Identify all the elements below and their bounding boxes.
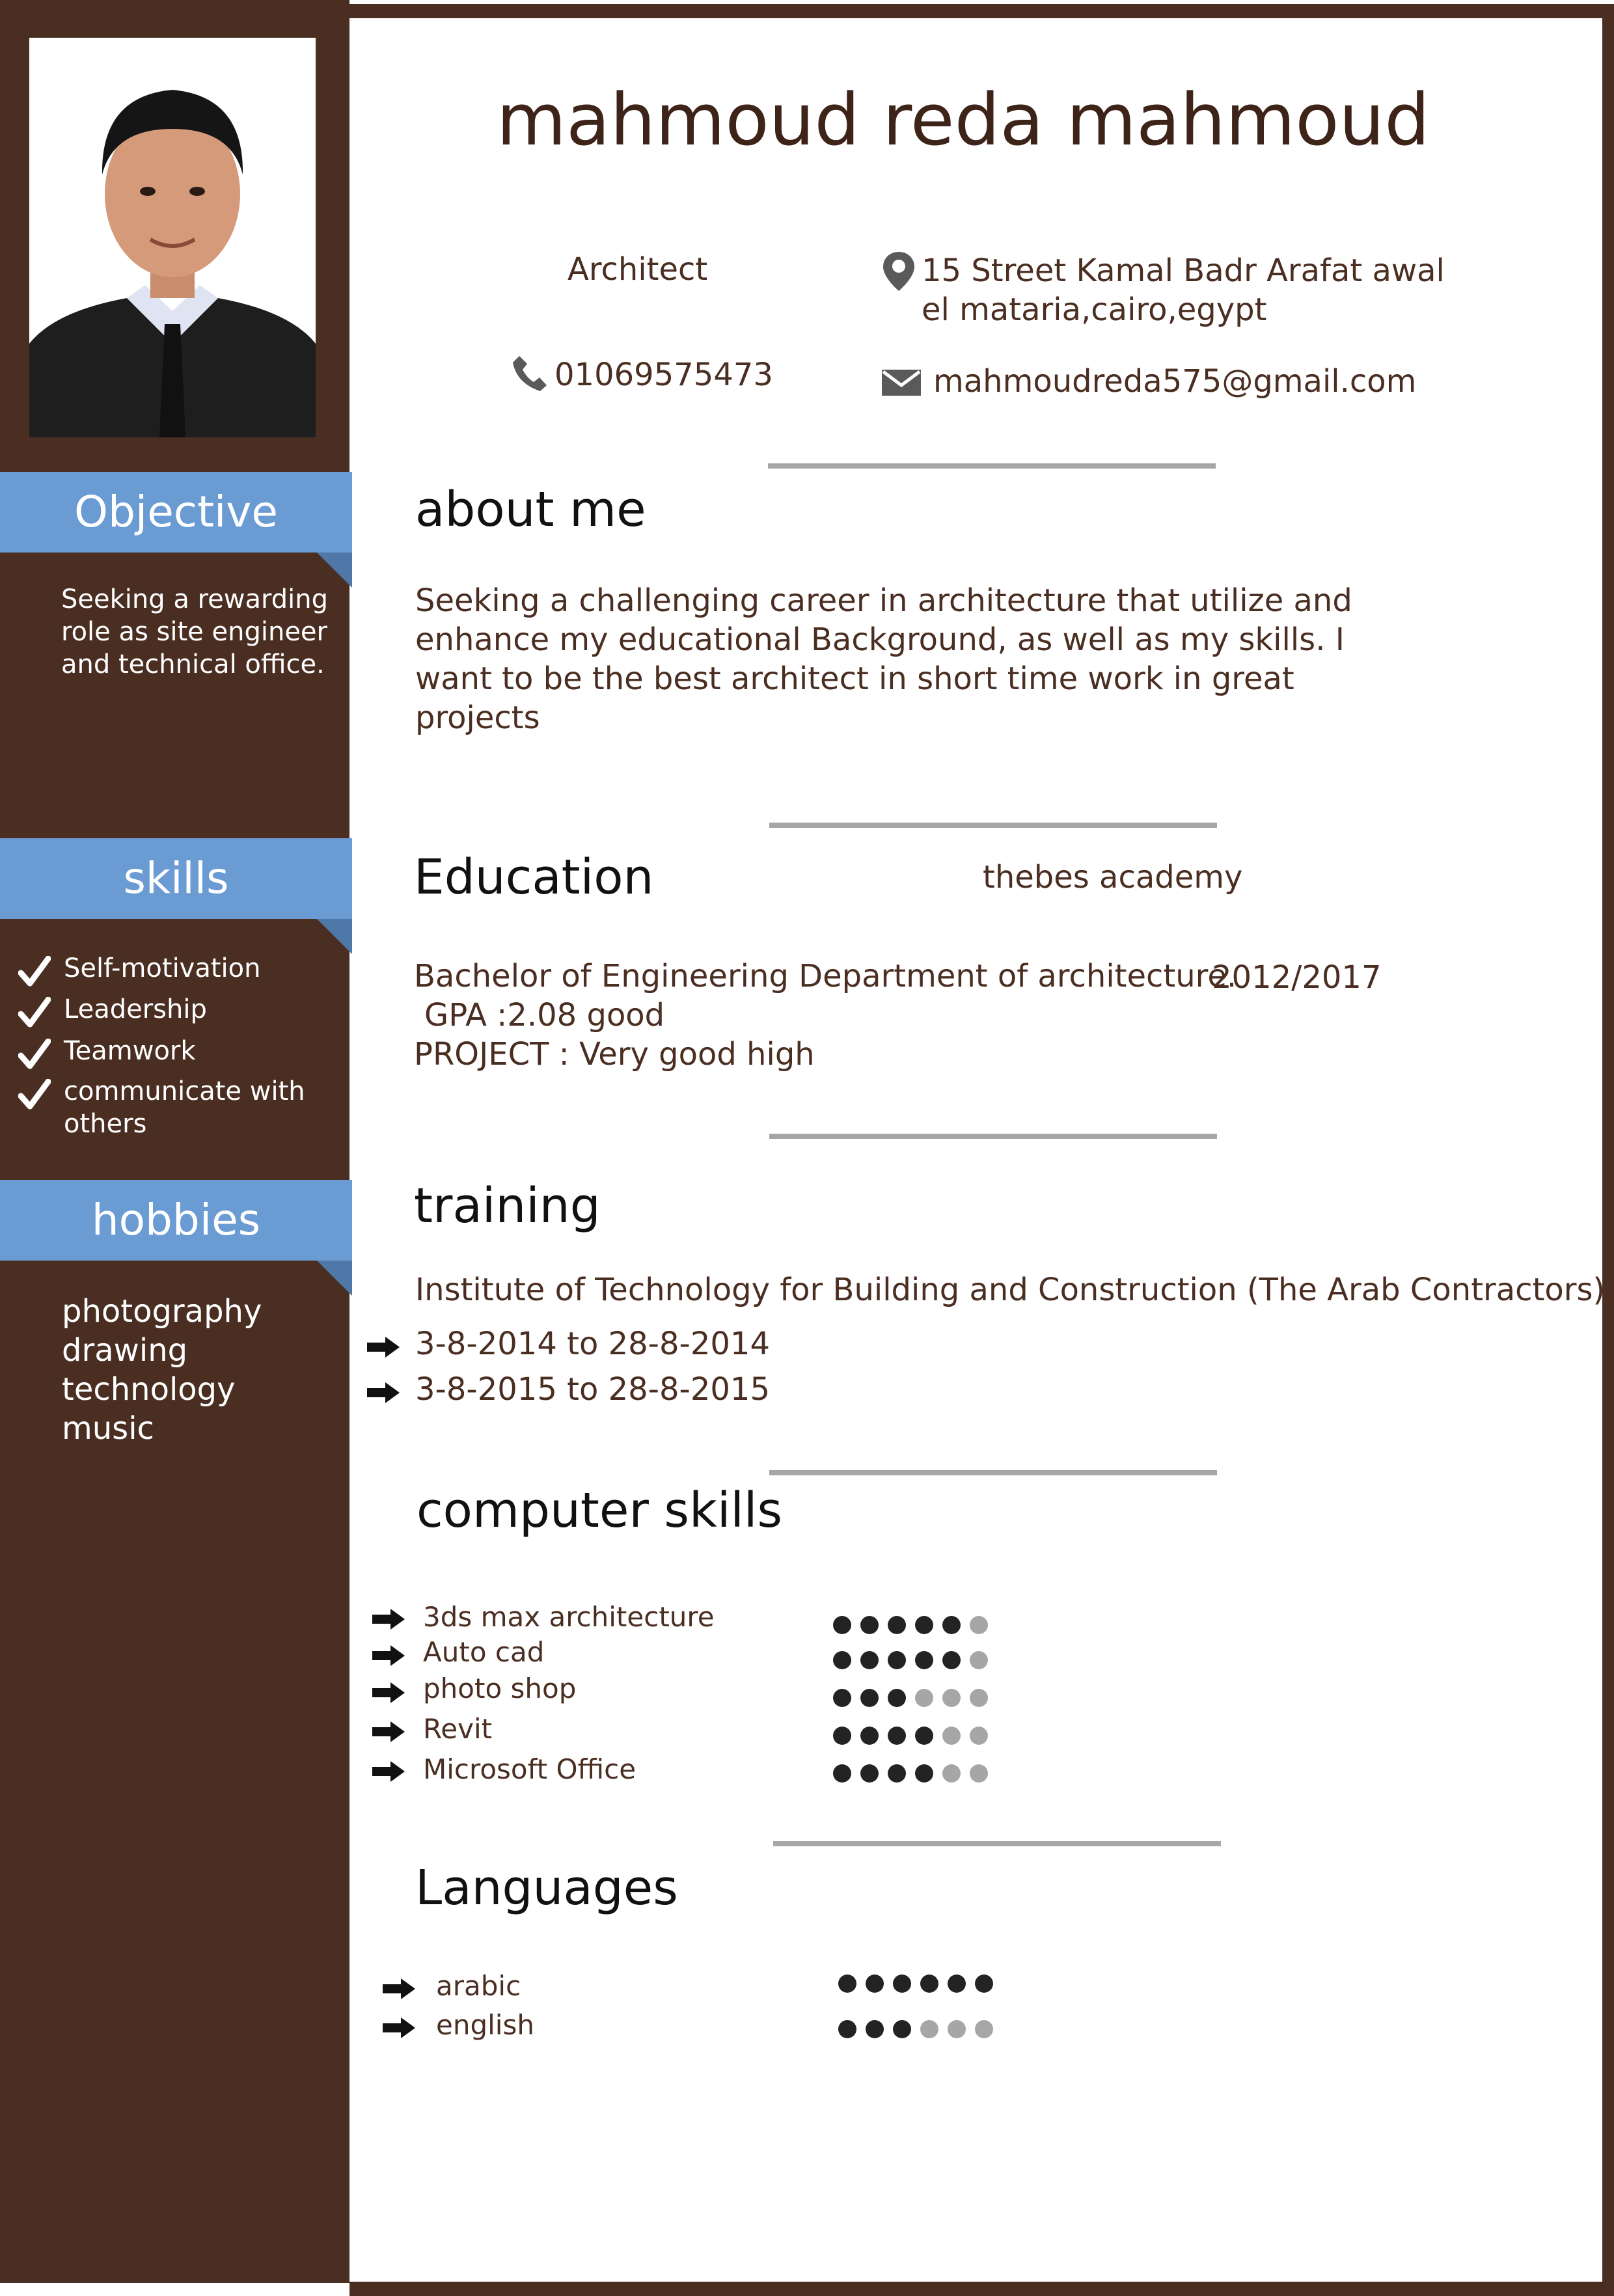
rating-dot-filled: [915, 1727, 933, 1745]
rating-dot-filled: [942, 1651, 961, 1669]
section-divider: [768, 463, 1216, 469]
skill-label: Self-motivation: [64, 953, 261, 983]
rating-dot-empty: [915, 1689, 933, 1707]
rating-dot-filled: [838, 1975, 856, 1993]
section-divider: [769, 1134, 1217, 1139]
computer-skill-name: Microsoft Office: [423, 1753, 636, 1785]
objective-heading: Objective: [0, 472, 352, 553]
email-address: mahmoudreda575@gmail.com: [933, 363, 1417, 400]
about-line: Seeking a challenging career in architecture that utilize and: [415, 582, 1352, 619]
sidebar: [0, 0, 349, 2283]
arrow-right-icon: [383, 2016, 417, 2040]
objective-line: Seeking a rewarding: [61, 584, 328, 614]
rating-dot-filled: [888, 1689, 906, 1707]
about-line: enhance my educational Background, as well as my skills. I: [415, 622, 1345, 658]
phone-number: 01069575473: [554, 357, 773, 393]
rating-dot-filled: [920, 1975, 938, 1993]
mail-icon: [882, 370, 921, 396]
rating-dot-filled: [833, 1727, 851, 1745]
address-line-2: el mataria,cairo,egypt: [922, 292, 1267, 328]
check-icon: [18, 1039, 51, 1070]
language-rating: [838, 1975, 993, 1993]
about-heading: about me: [415, 482, 646, 538]
hobbies-fold: [317, 1261, 352, 1296]
hobby-item: technology: [62, 1371, 236, 1408]
languages-heading: Languages: [415, 1860, 678, 1916]
rating-dot-filled: [860, 1727, 879, 1745]
rating-dot-empty: [920, 2020, 938, 2038]
location-pin-icon: [882, 251, 916, 292]
computer-skill-rating: [833, 1727, 988, 1745]
computer-skills-heading: computer skills: [417, 1483, 783, 1538]
about-line: projects: [415, 700, 540, 736]
arrow-right-icon: [383, 1977, 417, 2001]
rating-dot-filled: [915, 1651, 933, 1669]
hobby-item: music: [62, 1410, 154, 1447]
page-frame: [349, 4, 1614, 2296]
rating-dot-empty: [948, 2020, 966, 2038]
rating-dot-filled: [893, 1975, 911, 1993]
rating-dot-empty: [942, 1689, 961, 1707]
skill-label: Teamwork: [64, 1036, 196, 1066]
rating-dot-filled: [975, 1975, 993, 1993]
rating-dot-filled: [866, 2020, 884, 2038]
rating-dot-filled: [915, 1764, 933, 1783]
rating-dot-filled: [860, 1651, 879, 1669]
rating-dot-filled: [915, 1616, 933, 1634]
objective-line: role as site engineer: [61, 617, 327, 647]
rating-dot-filled: [888, 1764, 906, 1783]
skills-fold: [317, 919, 352, 954]
education-gpa: GPA :2.08 good: [424, 997, 665, 1033]
computer-skill-rating: [833, 1764, 988, 1783]
rating-dot-filled: [866, 1975, 884, 1993]
rating-dot-filled: [942, 1616, 961, 1634]
section-divider: [769, 1470, 1217, 1475]
rating-dot-filled: [833, 1764, 851, 1783]
check-icon: [18, 997, 51, 1028]
rating-dot-empty: [975, 2020, 993, 2038]
skill-label: communicate with: [64, 1076, 305, 1106]
rating-dot-filled: [833, 1616, 851, 1634]
education-heading: Education: [414, 849, 654, 905]
arrow-right-icon: [372, 1760, 406, 1783]
rating-dot-filled: [833, 1689, 851, 1707]
computer-skill-name: 3ds max architecture: [423, 1601, 715, 1633]
rating-dot-empty: [970, 1616, 988, 1634]
training-period: 3-8-2014 to 28-8-2014: [415, 1326, 770, 1362]
rating-dot-filled: [860, 1689, 879, 1707]
arrow-right-icon: [372, 1644, 406, 1667]
job-title: Architect: [568, 251, 708, 288]
rating-dot-filled: [860, 1616, 879, 1634]
skill-label: Leadership: [64, 994, 207, 1024]
education-project: PROJECT : Very good high: [414, 1036, 815, 1073]
check-icon: [18, 1079, 51, 1110]
objective-text: [61, 583, 328, 681]
education-years: 2012/2017: [1212, 959, 1382, 996]
about-line: want to be the best architect in short time work in great: [415, 661, 1294, 697]
computer-skill-name: photo shop: [423, 1673, 577, 1704]
computer-skill-name: Auto cad: [423, 1636, 545, 1668]
check-icon: [18, 956, 51, 987]
rating-dot-empty: [970, 1651, 988, 1669]
arrow-right-icon: [372, 1607, 406, 1631]
hobbies-heading: hobbies: [0, 1180, 352, 1261]
rating-dot-filled: [888, 1616, 906, 1634]
rating-dot-filled: [948, 1975, 966, 1993]
hobby-item: photography: [62, 1293, 262, 1330]
arrow-right-icon: [372, 1681, 406, 1704]
training-period: 3-8-2015 to 28-8-2015: [415, 1371, 770, 1408]
objective-fold: [317, 553, 352, 588]
rating-dot-filled: [833, 1651, 851, 1669]
section-divider: [773, 1841, 1221, 1846]
arrow-right-icon: [367, 1381, 401, 1404]
computer-skill-rating: [833, 1689, 988, 1707]
rating-dot-empty: [970, 1689, 988, 1707]
education-degree: Bachelor of Engineering Department of architecture.: [414, 958, 1237, 994]
hobby-item: drawing: [62, 1332, 188, 1369]
computer-skill-rating: [833, 1651, 988, 1669]
training-institute: Institute of Technology for Building and Construction (The Arab Contractors): [415, 1272, 1606, 1308]
phone-icon: [512, 355, 548, 392]
profile-photo: [29, 38, 316, 437]
arrow-right-icon: [372, 1720, 406, 1743]
address-line-1: 15 Street Kamal Badr Arafat awal: [922, 253, 1445, 289]
rating-dot-filled: [860, 1764, 879, 1783]
about-text: [415, 581, 1352, 737]
rating-dot-empty: [970, 1764, 988, 1783]
section-divider: [769, 823, 1217, 828]
computer-skill-name: Revit: [423, 1713, 493, 1745]
rating-dot-filled: [888, 1727, 906, 1745]
rating-dot-filled: [888, 1651, 906, 1669]
training-heading: training: [414, 1178, 601, 1234]
objective-line: and technical office.: [61, 649, 325, 679]
person-name: mahmoud reda mahmoud: [496, 78, 1430, 161]
rating-dot-empty: [942, 1764, 961, 1783]
computer-skill-rating: [833, 1616, 988, 1634]
language-name: english: [436, 2009, 534, 2041]
language-name: arabic: [436, 1970, 521, 2002]
language-rating: [838, 2020, 993, 2038]
rating-dot-filled: [893, 2020, 911, 2038]
skill-label: others: [64, 1109, 147, 1139]
rating-dot-filled: [838, 2020, 856, 2038]
skills-heading: skills: [0, 838, 352, 919]
education-school: thebes academy: [983, 859, 1243, 895]
arrow-right-icon: [367, 1335, 401, 1359]
rating-dot-empty: [942, 1727, 961, 1745]
rating-dot-empty: [970, 1727, 988, 1745]
